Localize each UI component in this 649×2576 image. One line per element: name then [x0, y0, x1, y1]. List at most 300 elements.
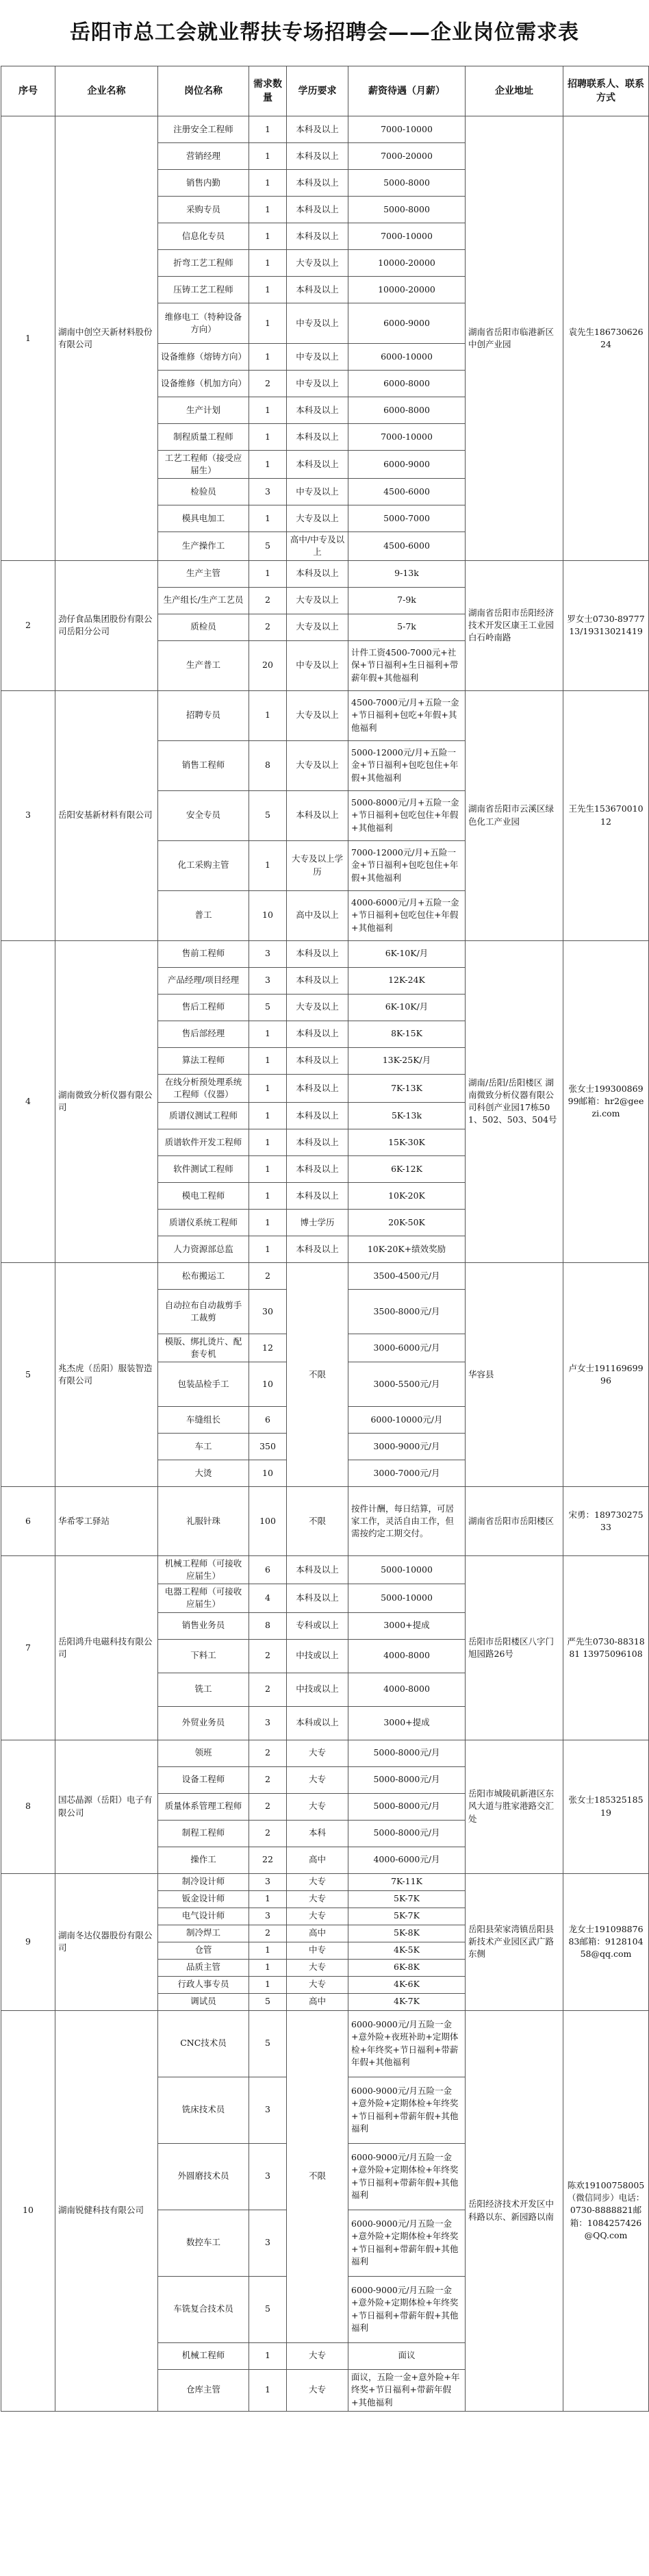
job-salary: 5000-12000元/月+五险一金+节日福利+包吃包住+年假+其他福利: [348, 740, 466, 790]
job-count: 1: [249, 1209, 287, 1236]
company-name: 华希零工驿站: [55, 1487, 158, 1556]
job-count: 1: [249, 344, 287, 371]
job-education: 高中: [287, 1925, 348, 1942]
header-cell[interactable]: 需求数量: [249, 66, 287, 116]
job-salary: 3000-5500元/月: [348, 1362, 466, 1407]
job-title: 铣床技术员: [158, 2077, 249, 2143]
job-education: 本科及以上: [287, 143, 348, 170]
job-education: 本科及以上: [287, 277, 348, 303]
job-title: 售后部经理: [158, 1021, 249, 1047]
job-title: 模电工程师: [158, 1182, 249, 1209]
job-count: 20: [249, 640, 287, 690]
job-salary: 面议，五险一金+意外险+年终奖+节日福利+带薪年假+其他福利: [348, 2369, 466, 2411]
job-salary: 8K-15K: [348, 1021, 466, 1047]
job-title: 招聘专员: [158, 690, 249, 740]
job-count: 3: [249, 2143, 287, 2210]
job-title: 制冷焊工: [158, 1925, 249, 1942]
job-count: 1: [249, 197, 287, 223]
job-salary: 4000-6000元/月: [348, 1847, 466, 1873]
job-count: 12: [249, 1334, 287, 1362]
company-address: 湖南省岳阳市云溪区绿色化工产业园: [466, 690, 563, 940]
job-education: 本科及以上: [287, 397, 348, 424]
job-education: 本科及以上: [287, 1584, 348, 1612]
job-education: 本科及以上: [287, 170, 348, 197]
job-salary: 4500-6000: [348, 479, 466, 505]
job-count: 1: [249, 1129, 287, 1155]
job-salary: 6K-12K: [348, 1155, 466, 1182]
job-education: 大专: [287, 1976, 348, 1993]
job-salary: 3000+提成: [348, 1706, 466, 1740]
job-count: 1: [249, 1074, 287, 1102]
job-count: 3: [249, 1706, 287, 1740]
job-education: 本科及以上: [287, 116, 348, 143]
job-education: 专科或以上: [287, 1612, 348, 1639]
row-number: 6: [1, 1487, 55, 1556]
job-education: 大专: [287, 1740, 348, 1766]
job-education: 高中: [287, 1993, 348, 2010]
job-count: 5: [249, 532, 287, 560]
job-title: 松布搬运工: [158, 1262, 249, 1289]
company-name: 岳阳鸿升电磁科技有限公司: [55, 1556, 158, 1740]
job-title: 质谱仪系统工程师: [158, 1209, 249, 1236]
company-address: 华容县: [466, 1262, 563, 1486]
job-salary: 5000-8000元/月: [348, 1740, 466, 1766]
job-salary: 5000-10000: [348, 1556, 466, 1584]
job-title: 钣金设计师: [158, 1890, 249, 1908]
job-title: 产品经理/项目经理: [158, 967, 249, 994]
job-salary: 4500-6000: [348, 532, 466, 560]
job-education: 大专: [287, 1766, 348, 1793]
job-education: 本科及以上: [287, 1182, 348, 1209]
job-salary: 6000-9000元/月五险一金+意外险+定期体检+年终奖+节日福利+带薪年假+其他福利: [348, 2276, 466, 2342]
job-title: 外圆磨技术员: [158, 2143, 249, 2210]
job-count: 3: [249, 940, 287, 967]
table-body: [1, 116, 649, 2412]
header-cell[interactable]: 企业名称: [55, 66, 158, 116]
company-address: 岳阳经济技术开发区中科路以东、新园路以南: [466, 2010, 563, 2411]
company-name: 湖南冬达仪器股份有限公司: [55, 1873, 158, 2010]
job-count: 3: [249, 1873, 287, 1890]
job-salary: 5K-7K: [348, 1890, 466, 1908]
table-row: [1, 1262, 649, 1289]
row-number: 7: [1, 1556, 55, 1740]
job-title: 信息化专员: [158, 223, 249, 250]
job-salary: 7-9k: [348, 587, 466, 614]
job-salary: 6000-8000: [348, 397, 466, 424]
page-title: 岳阳市总工会就业帮扶专场招聘会——企业岗位需求表: [70, 21, 579, 45]
table-row: [1, 1873, 649, 1890]
job-count: 1: [249, 690, 287, 740]
job-count: 1: [249, 170, 287, 197]
job-education: 本科或以上: [287, 1706, 348, 1740]
job-education: 大专及以上学历: [287, 840, 348, 890]
job-education: 中技或以上: [287, 1673, 348, 1706]
job-title: 大烫: [158, 1460, 249, 1487]
table-row: [1, 560, 649, 587]
job-salary: 5000-8000元/月: [348, 1793, 466, 1820]
job-title: 仓管: [158, 1942, 249, 1959]
job-salary: 6000-10000: [348, 344, 466, 371]
job-count: 8: [249, 1612, 287, 1639]
job-salary: 6000-8000: [348, 371, 466, 397]
job-title: 机械工程师（可接收应届生）: [158, 1556, 249, 1584]
company-address: 岳阳市岳阳楼区八字门旭园路26号: [466, 1556, 563, 1740]
job-title: 车工: [158, 1434, 249, 1460]
job-count: 1: [249, 424, 287, 451]
job-title: 设备工程师: [158, 1766, 249, 1793]
job-count: 2: [249, 1262, 287, 1289]
job-count: 1: [249, 1890, 287, 1908]
job-education: 大专: [287, 2342, 348, 2369]
job-count: 5: [249, 1993, 287, 2010]
job-count: 2: [249, 587, 287, 614]
job-count: 3: [249, 479, 287, 505]
job-education: 大专: [287, 1908, 348, 1925]
job-salary: 6K-10K/月: [348, 940, 466, 967]
company-address: 湖南省岳阳市临港新区中创产业园: [466, 116, 563, 561]
job-count: 1: [249, 1021, 287, 1047]
job-count: 3: [249, 2077, 287, 2143]
job-salary: 6000-9000元/月五险一金+意外险+定期体检+年终奖+节日福利+带薪年假+其他福利: [348, 2077, 466, 2143]
job-salary: 6000-9000元/月五险一金+意外险+定期体检+年终奖+节日福利+带薪年假+其他福利: [348, 2143, 466, 2210]
company-contact: 龙女士19109887683邮箱：912810458@qq.com: [563, 1873, 649, 2010]
job-title: 设备维修（机加方向）: [158, 371, 249, 397]
job-education: 本科及以上: [287, 1102, 348, 1129]
job-salary: 4K-6K: [348, 1976, 466, 1993]
row-number: 4: [1, 940, 55, 1262]
job-salary: 6000-10000元/月: [348, 1407, 466, 1434]
company-address: 湖南省岳阳市岳阳经济技术开发区康王工业园白石岭南路: [466, 560, 563, 690]
job-education: 本科及以上: [287, 223, 348, 250]
job-title: 注册安全工程师: [158, 116, 249, 143]
job-count: 6: [249, 1407, 287, 1434]
job-count: 8: [249, 740, 287, 790]
job-salary: 3000-7000元/月: [348, 1460, 466, 1487]
job-count: 1: [249, 1976, 287, 1993]
header-cell[interactable]: 企业地址: [466, 66, 563, 116]
job-title: 生产计划: [158, 397, 249, 424]
job-education: 本科及以上: [287, 197, 348, 223]
job-education: 中专: [287, 1942, 348, 1959]
job-salary: 5000-8000元/月: [348, 1766, 466, 1793]
job-count: 2: [249, 1639, 287, 1673]
job-education: 本科及以上: [287, 940, 348, 967]
job-education: 不限: [287, 2010, 348, 2342]
job-title: 化工采购主管: [158, 840, 249, 890]
job-count: 3: [249, 1908, 287, 1925]
job-count: 1: [249, 1942, 287, 1959]
company-contact: 卢女士19116969996: [563, 1262, 649, 1486]
job-title: 质谱仪测试工程师: [158, 1102, 249, 1129]
job-salary: 7K-13K: [348, 1074, 466, 1102]
job-count: 5: [249, 2010, 287, 2077]
job-count: 1: [249, 223, 287, 250]
job-count: 1: [249, 303, 287, 344]
job-salary: 10000-20000: [348, 277, 466, 303]
company-name: 劲仔食品集团股份有限公司岳阳分公司: [55, 560, 158, 690]
table-row: [1, 690, 649, 740]
company-contact: 严先生0730-8831881 13975096108: [563, 1556, 649, 1740]
job-education: 大专: [287, 1890, 348, 1908]
job-count: 1: [249, 250, 287, 277]
company-address: 岳阳县荣家湾镇岳阳县新技术产业园区武广路东侧: [466, 1873, 563, 2010]
job-education: 大专及以上: [287, 740, 348, 790]
job-title: 质检员: [158, 614, 249, 640]
job-education: 高中及以上: [287, 890, 348, 940]
job-count: 2: [249, 1673, 287, 1706]
job-salary: 6K-10K/月: [348, 994, 466, 1021]
job-count: 6: [249, 1556, 287, 1584]
job-salary: 10K-20K: [348, 1182, 466, 1209]
job-education: 本科及以上: [287, 1047, 348, 1074]
job-salary: 5-7k: [348, 614, 466, 640]
job-education: 大专: [287, 2369, 348, 2411]
job-count: 5: [249, 2276, 287, 2342]
job-education: 本科及以上: [287, 967, 348, 994]
company-contact: 张女士18532518519: [563, 1740, 649, 1873]
company-name: 国芯晶源（岳阳）电子有限公司: [55, 1740, 158, 1873]
job-salary: 6000-9000: [348, 451, 466, 479]
job-count: 1: [249, 277, 287, 303]
job-title: 生产普工: [158, 640, 249, 690]
header-cell[interactable]: 岗位名称: [158, 66, 249, 116]
header-cell[interactable]: 学历要求: [287, 66, 348, 116]
job-salary: 7000-20000: [348, 143, 466, 170]
job-salary: 7000-12000元/月+五险一金+节日福利+包吃包住+年假+其他福利: [348, 840, 466, 890]
job-count: 10: [249, 1362, 287, 1407]
job-title: 普工: [158, 890, 249, 940]
job-count: 3: [249, 967, 287, 994]
job-title: 制程工程师: [158, 1820, 249, 1847]
job-title: 仓库主管: [158, 2369, 249, 2411]
job-count: 2: [249, 1766, 287, 1793]
company-name: 岳阳安基新材料有限公司: [55, 690, 158, 940]
job-salary: 10000-20000: [348, 250, 466, 277]
job-salary: 6000-9000元/月五险一金+意外险+夜班补助+定期体检+年终奖+节日福利+带薪年假+其他福利: [348, 2010, 466, 2077]
job-title: 模具电加工: [158, 505, 249, 532]
job-education: 大专及以上: [287, 587, 348, 614]
job-title: 检验员: [158, 479, 249, 505]
job-count: 1: [249, 116, 287, 143]
job-count: 2: [249, 1925, 287, 1942]
job-title: 人力资源部总监: [158, 1236, 249, 1262]
job-count: 4: [249, 1584, 287, 1612]
job-count: 10: [249, 890, 287, 940]
job-title: 模版、绑扎烫片、配套专机: [158, 1334, 249, 1362]
job-count: 1: [249, 1047, 287, 1074]
job-salary: 5000-8000: [348, 197, 466, 223]
job-education: 本科: [287, 1820, 348, 1847]
job-title: 生产组长/生产工艺员: [158, 587, 249, 614]
job-salary: 3500-8000元/月: [348, 1289, 466, 1334]
company-contact: 宋勇：18973027533: [563, 1487, 649, 1556]
job-education: 大专及以上: [287, 690, 348, 740]
job-education: 本科及以上: [287, 560, 348, 587]
row-number: 5: [1, 1262, 55, 1486]
job-title: 电器工程师（可接收应届生）: [158, 1584, 249, 1612]
company-contact: 陈欢19100758005（微信同步）电话：0730-8888821邮箱：1084257426@QQ.com: [563, 2010, 649, 2411]
job-title: 数控车工: [158, 2210, 249, 2276]
job-title: 营销经理: [158, 143, 249, 170]
job-title: 外贸业务员: [158, 1706, 249, 1740]
job-salary: 5K-13k: [348, 1102, 466, 1129]
job-salary: 7000-10000: [348, 116, 466, 143]
job-salary: 5K-7K: [348, 1908, 466, 1925]
job-salary: 4K-7K: [348, 1993, 466, 2010]
job-salary: 4500-7000元/月+五险一金+节日福利+包吃+年假+其他福利: [348, 690, 466, 740]
job-title: 安全专员: [158, 790, 249, 840]
header-cell[interactable]: 薪资待遇（月薪）: [348, 66, 466, 116]
job-salary: 5000-7000: [348, 505, 466, 532]
job-count: 1: [249, 2369, 287, 2411]
job-title: 销售内勤: [158, 170, 249, 197]
company-address: 湖南/岳阳/岳阳楼区 湖南微致分析仪器有限公司科创产业园17栋501、502、503、504号: [466, 940, 563, 1262]
job-education: 中专及以上: [287, 303, 348, 344]
job-count: 1: [249, 1182, 287, 1209]
header-cell[interactable]: 序号: [1, 66, 55, 116]
job-count: 5: [249, 994, 287, 1021]
job-title: 调试员: [158, 1993, 249, 2010]
job-count: 3: [249, 2210, 287, 2276]
job-salary: 7000-10000: [348, 424, 466, 451]
company-address: 岳阳市城陵矶新港区东风大道与胜家港路交汇处: [466, 1740, 563, 1873]
company-name: 湖南锐健科技有限公司: [55, 2010, 158, 2411]
job-title: 售前工程师: [158, 940, 249, 967]
job-title: 维修电工（特种设备方向）: [158, 303, 249, 344]
job-title: 销售工程师: [158, 740, 249, 790]
job-education: 本科及以上: [287, 1129, 348, 1155]
job-education: 本科及以上: [287, 451, 348, 479]
job-title: 质量体系管理工程师: [158, 1793, 249, 1820]
job-count: 1: [249, 1102, 287, 1129]
job-salary: 4K-5K: [348, 1942, 466, 1959]
job-title: 自动拉布自动裁剪手工裁剪: [158, 1289, 249, 1334]
job-salary: 10K-20K+绩效奖励: [348, 1236, 466, 1262]
company-name: 湖南微致分析仪器有限公司: [55, 940, 158, 1262]
job-count: 1: [249, 143, 287, 170]
job-count: 1: [249, 560, 287, 587]
job-salary: 3000-9000元/月: [348, 1434, 466, 1460]
job-salary: 13K-25K/月: [348, 1047, 466, 1074]
job-count: 1: [249, 505, 287, 532]
table-row: [1, 1487, 649, 1556]
row-number: 2: [1, 560, 55, 690]
header-cell[interactable]: 招聘联系人、联系方式: [563, 66, 649, 116]
job-salary: 6000-9000: [348, 303, 466, 344]
job-count: 1: [249, 1959, 287, 1976]
job-title: 工艺工程师（接受应届生）: [158, 451, 249, 479]
job-education: 本科及以上: [287, 1236, 348, 1262]
job-salary: 3000-6000元/月: [348, 1334, 466, 1362]
row-number: 8: [1, 1740, 55, 1873]
job-education: 中技或以上: [287, 1639, 348, 1673]
job-title: 行政人事专员: [158, 1976, 249, 1993]
job-salary: 4000-8000: [348, 1673, 466, 1706]
job-title: 质谱软件开发工程师: [158, 1129, 249, 1155]
job-education: 中专及以上: [287, 371, 348, 397]
job-education: 高中/中专及以上: [287, 532, 348, 560]
job-count: 1: [249, 397, 287, 424]
company-address: 湖南省岳阳市岳阳楼区: [466, 1487, 563, 1556]
row-number: 3: [1, 690, 55, 940]
job-title: 生产主管: [158, 560, 249, 587]
job-education: 高中: [287, 1847, 348, 1873]
job-title: 销售业务员: [158, 1612, 249, 1639]
job-education: 本科及以上: [287, 790, 348, 840]
job-salary: 20K-50K: [348, 1209, 466, 1236]
job-salary: 3500-4500元/月: [348, 1262, 466, 1289]
job-title: 领班: [158, 1740, 249, 1766]
table-header-row: [1, 66, 649, 116]
job-education: 本科及以上: [287, 1556, 348, 1584]
company-contact: 罗女士0730-8977713/19313021419: [563, 560, 649, 690]
job-count: 1: [249, 840, 287, 890]
job-title: 下料工: [158, 1639, 249, 1673]
job-salary: 5000-10000: [348, 1584, 466, 1612]
job-salary: 6000-9000元/月五险一金+意外险+定期体检+年终奖+节日福利+带薪年假+其他福利: [348, 2210, 466, 2276]
job-title: 算法工程师: [158, 1047, 249, 1074]
job-education: 大专及以上: [287, 614, 348, 640]
job-title: 制冷设计师: [158, 1873, 249, 1890]
row-number: 1: [1, 116, 55, 561]
job-salary: 9-13k: [348, 560, 466, 587]
job-title: 机械工程师: [158, 2342, 249, 2369]
job-count: 22: [249, 1847, 287, 1873]
row-number: 9: [1, 1873, 55, 2010]
table-row: [1, 1740, 649, 1766]
row-number: 10: [1, 2010, 55, 2411]
job-title: 车铣复合技术员: [158, 2276, 249, 2342]
job-salary: 3000+提成: [348, 1612, 466, 1639]
job-title: 制程质量工程师: [158, 424, 249, 451]
job-count: 2: [249, 371, 287, 397]
job-title: 折弯工艺工程师: [158, 250, 249, 277]
job-title: 车缝组长: [158, 1407, 249, 1434]
job-salary: 按件计酬，每日结算，可居家工作，灵活自由工作，但需按约定工期交付。: [348, 1487, 466, 1556]
job-count: 2: [249, 1820, 287, 1847]
job-education: 大专: [287, 1873, 348, 1890]
job-title: 采购专员: [158, 197, 249, 223]
job-count: 30: [249, 1289, 287, 1334]
job-education: 不限: [287, 1262, 348, 1486]
job-title: 生产操作工: [158, 532, 249, 560]
job-title: 品质主管: [158, 1959, 249, 1976]
company-contact: 王先生15367001012: [563, 690, 649, 940]
job-count: 1: [249, 2342, 287, 2369]
job-count: 10: [249, 1460, 287, 1487]
job-education: 本科及以上: [287, 1074, 348, 1102]
job-salary: 5000-8000元/月: [348, 1820, 466, 1847]
job-education: 博士学历: [287, 1209, 348, 1236]
company-name: 湖南中创空天新材料股份有限公司: [55, 116, 158, 561]
job-education: 大专及以上: [287, 994, 348, 1021]
job-count: 100: [249, 1487, 287, 1556]
job-title: 铣工: [158, 1673, 249, 1706]
job-title: 包装品检手工: [158, 1362, 249, 1407]
company-contact: 袁先生18673062624: [563, 116, 649, 561]
job-education: 本科及以上: [287, 424, 348, 451]
job-count: 1: [249, 451, 287, 479]
job-education: 不限: [287, 1487, 348, 1556]
job-salary: 面议: [348, 2342, 466, 2369]
company-name: 兆杰虎（岳阳）服装智造有限公司: [55, 1262, 158, 1486]
table-row: [1, 1556, 649, 1584]
job-salary: 5000-8000: [348, 170, 466, 197]
job-education: 大专: [287, 1793, 348, 1820]
job-title: 售后工程师: [158, 994, 249, 1021]
table-row: [1, 2010, 649, 2077]
job-salary: 5000-8000元/月+五险一金+节日福利+包吃包住+年假+其他福利: [348, 790, 466, 840]
